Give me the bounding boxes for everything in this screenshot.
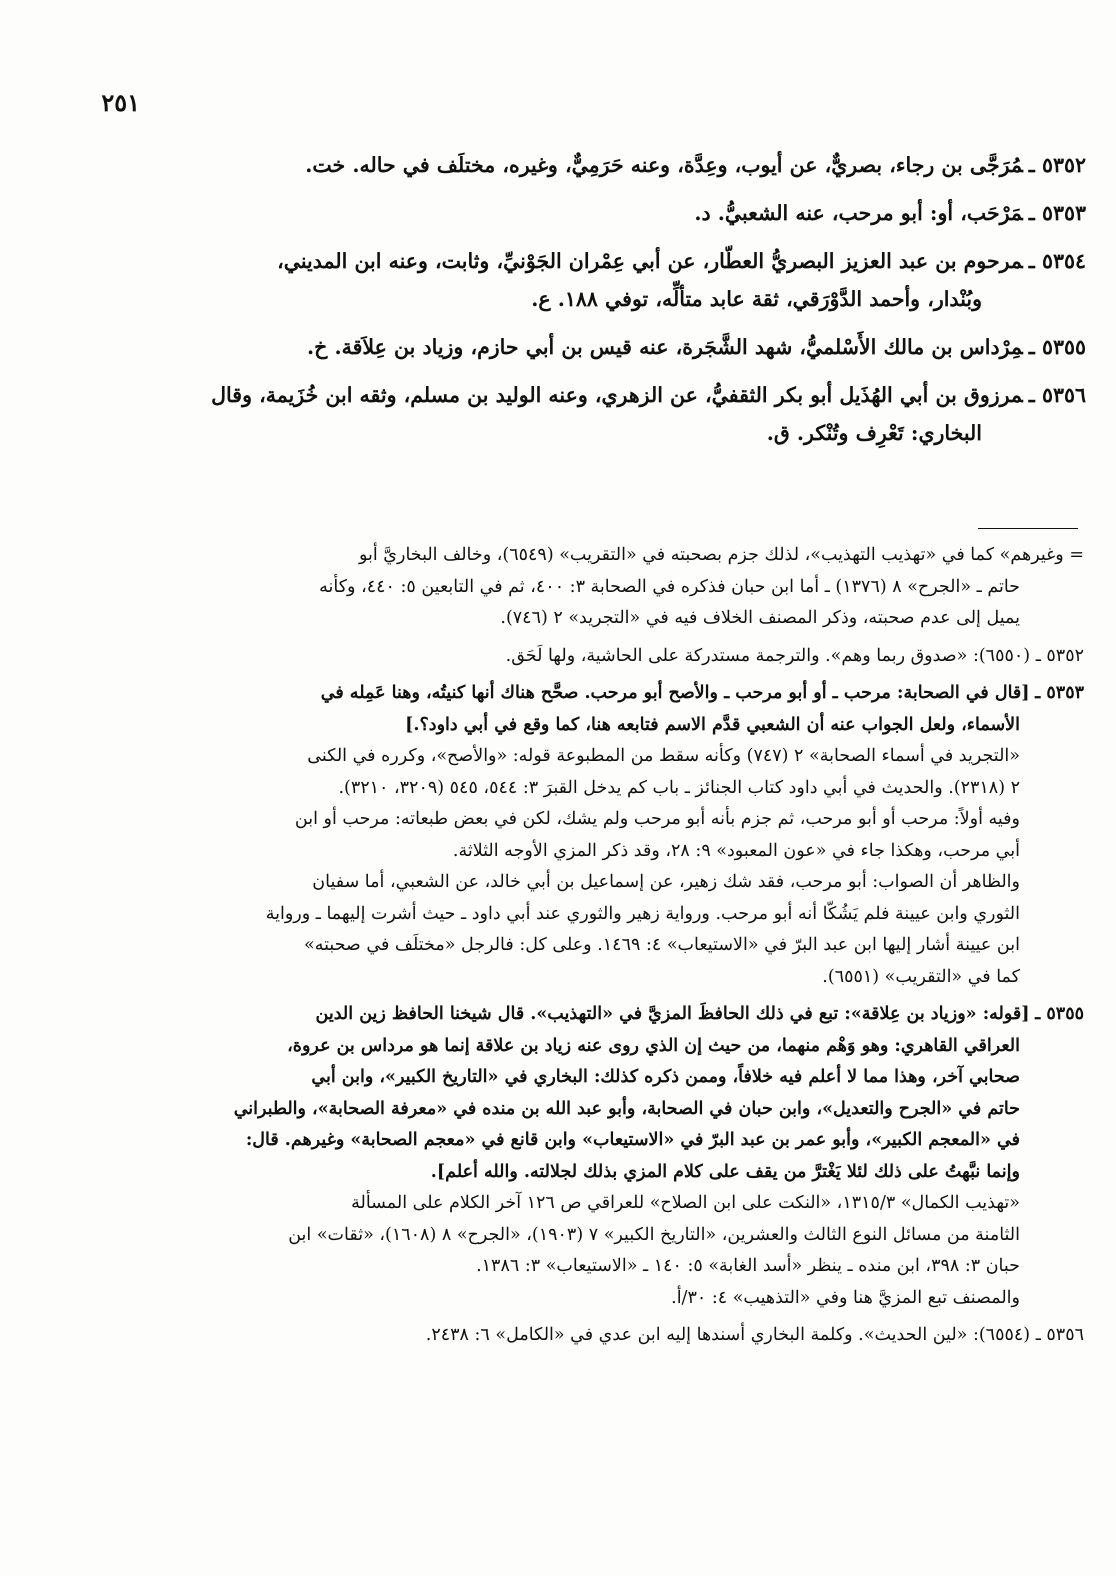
footnote-5353	[94, 678, 1084, 993]
note-bold-line: في «المعجم الكبير»، وأبو عمر بن عبد البرّ في «الاستيعاب» وابن قانع في «معجم الصحابة» وغيرهم. قال:	[245, 1130, 1020, 1150]
entry-text: مرزوق بن أبي الهُذَيل أبو بكر الثقفيُّ، عن الزهري، وعنه الوليد بن مسلم، وثقه ابن خُزَيمة، وقال	[211, 383, 1023, 407]
note-lead: ٥٣٥٢ ـ	[1035, 645, 1084, 666]
entry-text: مُرَجَّى بن رجاء، بصريٌّ، عن أيوب، وعِدَّة، وعنه حَرَمِيٌّ، وغيره، مختلَف في حاله. خت.	[305, 153, 1023, 177]
note-line: ٢ (٢٣١٨). والحديث في أبي داود كتاب الجنائز ـ باب كم يدخل القبرَ ٣: ٥٤٤، ٥٤٥ (٣٢٠٩، ٣٢١٠).	[338, 777, 1020, 798]
entry-number: ٥٣٥٥ ـ	[1028, 335, 1086, 359]
entry-5352	[96, 146, 1086, 184]
entry-5356	[96, 376, 1086, 452]
note-lead: =	[1069, 545, 1084, 565]
note-line: (٦٥٥٤): «لين الحديث». وكلمة البخاري أسندها إليه ابن عدي في «الكامل» ٦: ٢٤٣٨.	[425, 1325, 1031, 1345]
entry-text: مرحوم بن عبد العزيز البصريُّ العطّار، عن أبي عِمْران الجَوْنيِّ، وثابت، وعنه ابن المديني،	[277, 249, 1023, 273]
note-line: وفيه أولاً: مرحب أو أبو مرحب، ثم جزم بأنه أبو مرحب ولم يشك، لكن في بعض طبعاته: مرحب أو ابن	[294, 809, 1020, 829]
entry-5355	[96, 328, 1086, 366]
entry-number: ٥٣٥٢ ـ	[1028, 153, 1086, 177]
footnote-divider	[978, 528, 1078, 529]
note-line: «تهذيب الكمال» ١٣١٥/٣، «النكت على ابن الصلاح» للعراقي ص ١٢٦ آخر الكلام على المسألة	[351, 1193, 1020, 1213]
note-line: الثوري وابن عيينة فلم يَشُكّا أنه أبو مرحب. ورواية زهير والثوري عند أبي داود ـ حيث أشرت إليهما ـ ورواية	[265, 903, 1020, 924]
entry-number: ٥٣٥٤ ـ	[1028, 249, 1086, 273]
note-bold-line: وإنما نبَّهتُ على ذلك لئلا يَغْترَّ من يقف على كلام المزي بذلك لجلالته. والله أعلم].	[430, 1161, 1020, 1182]
note-bold-line: [قوله: «وزياد بن عِلاقة»: تبع في ذلك الحافظَ المزيَّ في «التهذيب». قال شيخنا الحافظ زين الدين	[315, 1004, 1030, 1024]
note-lead: ٥٣٥٦ ـ	[1035, 1325, 1084, 1345]
entry-continuation: البخاري: تَعْرِف وتُنْكر. ق.	[766, 421, 982, 445]
footnote-continuation	[94, 540, 1084, 635]
note-lead: ٥٣٥٥ ـ	[1035, 1004, 1084, 1024]
entry-text: مِرْداس بن مالك الأَسْلميُّ، شهد الشَّجَرة، عنه قيس بن أبي حازم، وزياد بن عِلاَقة. خ.	[306, 335, 1023, 359]
footnote-5355	[94, 999, 1084, 1314]
note-line: كما في «التقريب» (٦٥٥١).	[822, 966, 1020, 987]
entry-continuation: وبُنْدار، وأحمد الدَّوْرَقي، ثقة عابد متألِّه، توفي ١٨٨. ع.	[531, 287, 982, 311]
footnote-5356	[94, 1320, 1084, 1352]
page-number: ٢٥١	[101, 88, 140, 117]
note-bold-line: [قال في الصحابة: مرحب ـ أو أبو مرحب ـ والأصح أبو مرحب. صحَّح هناك أنها كنيتُه، وهنا عَمِله في	[320, 683, 1030, 703]
note-bold-line: صحابي آخر، وهذا مما لا أعلم فيه خلافاً، وممن ذكره كذلك: البخاري في «التاريخ الكبير»، وابن أبي	[311, 1067, 1020, 1087]
entry-5354	[96, 242, 1086, 318]
footnotes-section	[94, 540, 1084, 1358]
note-line: أبي مرحب، وهكذا جاء في «عون المعبود» ٩: ٢٨، وقد ذكر المزي الأوجه الثلاثة.	[452, 840, 1020, 861]
note-line: ابن عيينة أشار إليها ابن عبد البرّ في «الاستيعاب» ٤: ١٤٦٩. وعلى كل: فالرجل «مختلَف في صحبته»	[303, 935, 1020, 955]
note-line: حاتم ـ «الجرح» ٨ (١٣٧٦) ـ أما ابن حبان فذكره في الصحابة ٣: ٤٠٠، ثم في التابعين ٥: ٤٤٠، وكأنه	[319, 576, 1020, 597]
note-line: والمصنف تبع المزيَّ هنا وفي «التذهيب» ٤: ٣٠/أ.	[671, 1287, 1020, 1308]
note-line: يميل إلى عدم صحبته، وذكر المصنف الخلاف فيه في «التجريد» ٢ (٧٤٦).	[500, 608, 1020, 628]
entry-number: ٥٣٥٣ ـ	[1028, 201, 1086, 225]
entry-number: ٥٣٥٦ ـ	[1028, 383, 1086, 407]
note-line: حبان ٣: ٣٩٨، ابن منده ـ ينظر «أسد الغابة» ٥: ١٤٠ ـ «الاستيعاب» ٣: ١٣٨٦.	[476, 1256, 1020, 1276]
entry-text: مَرْحَب، أو: أبو مرحب، عنه الشعبيُّ. د.	[694, 201, 1023, 225]
note-line: وغيرهم» كما في «تهذيب التهذيب»، لذلك جزم بصحبته في «التقريب» (٦٥٤٩)، وخالف البخاريَّ أبو	[358, 545, 1064, 565]
note-lead: ٥٣٥٣ ـ	[1035, 683, 1084, 703]
entries-section	[96, 146, 1086, 462]
footnote-5352	[94, 641, 1084, 673]
note-line: الثامنة من مسائل النوع الثالث والعشرين، «التاريخ الكبير» ٧ (١٩٠٣)، «الجرح» ٨ (١٦٠٨)، «ثقات» ابن	[288, 1224, 1020, 1245]
note-line: «التجريد في أسماء الصحابة» ٢ (٧٤٧) وكأنه سقط من المطبوعة قوله: «والأصح»، وكرره في الكنى	[307, 746, 1020, 766]
note-line: والظاهر أن الصواب: أبو مرحب، فقد شك زهير، عن إسماعيل بن أبي خالد، عن الشعبي، أما سفيان	[312, 872, 1020, 892]
note-line: (٦٥٥٠): «صدوق ربما وهم». والترجمة مستدركة على الحاشية، ولها لَحَق.	[505, 645, 1031, 666]
note-bold-line: العراقي القاهري: وهو وَهْم منهما، من حيث إن الذي روى عنه زياد بن علاقة إنما هو مرداس بن عروة،	[287, 1035, 1020, 1056]
note-bold-line: الأسماء، ولعل الجواب عنه أن الشعبي قدَّم الاسم فتابعه هنا، كما وقع في أبي داود؟.]	[405, 714, 1020, 735]
note-bold-line: حاتم في «الجرح والتعديل»، وابن حبان في الصحابة، وأبو عبد الله بن منده في «معرفة الصحابة»، والطبراني	[233, 1098, 1020, 1119]
entry-5353	[96, 194, 1086, 232]
